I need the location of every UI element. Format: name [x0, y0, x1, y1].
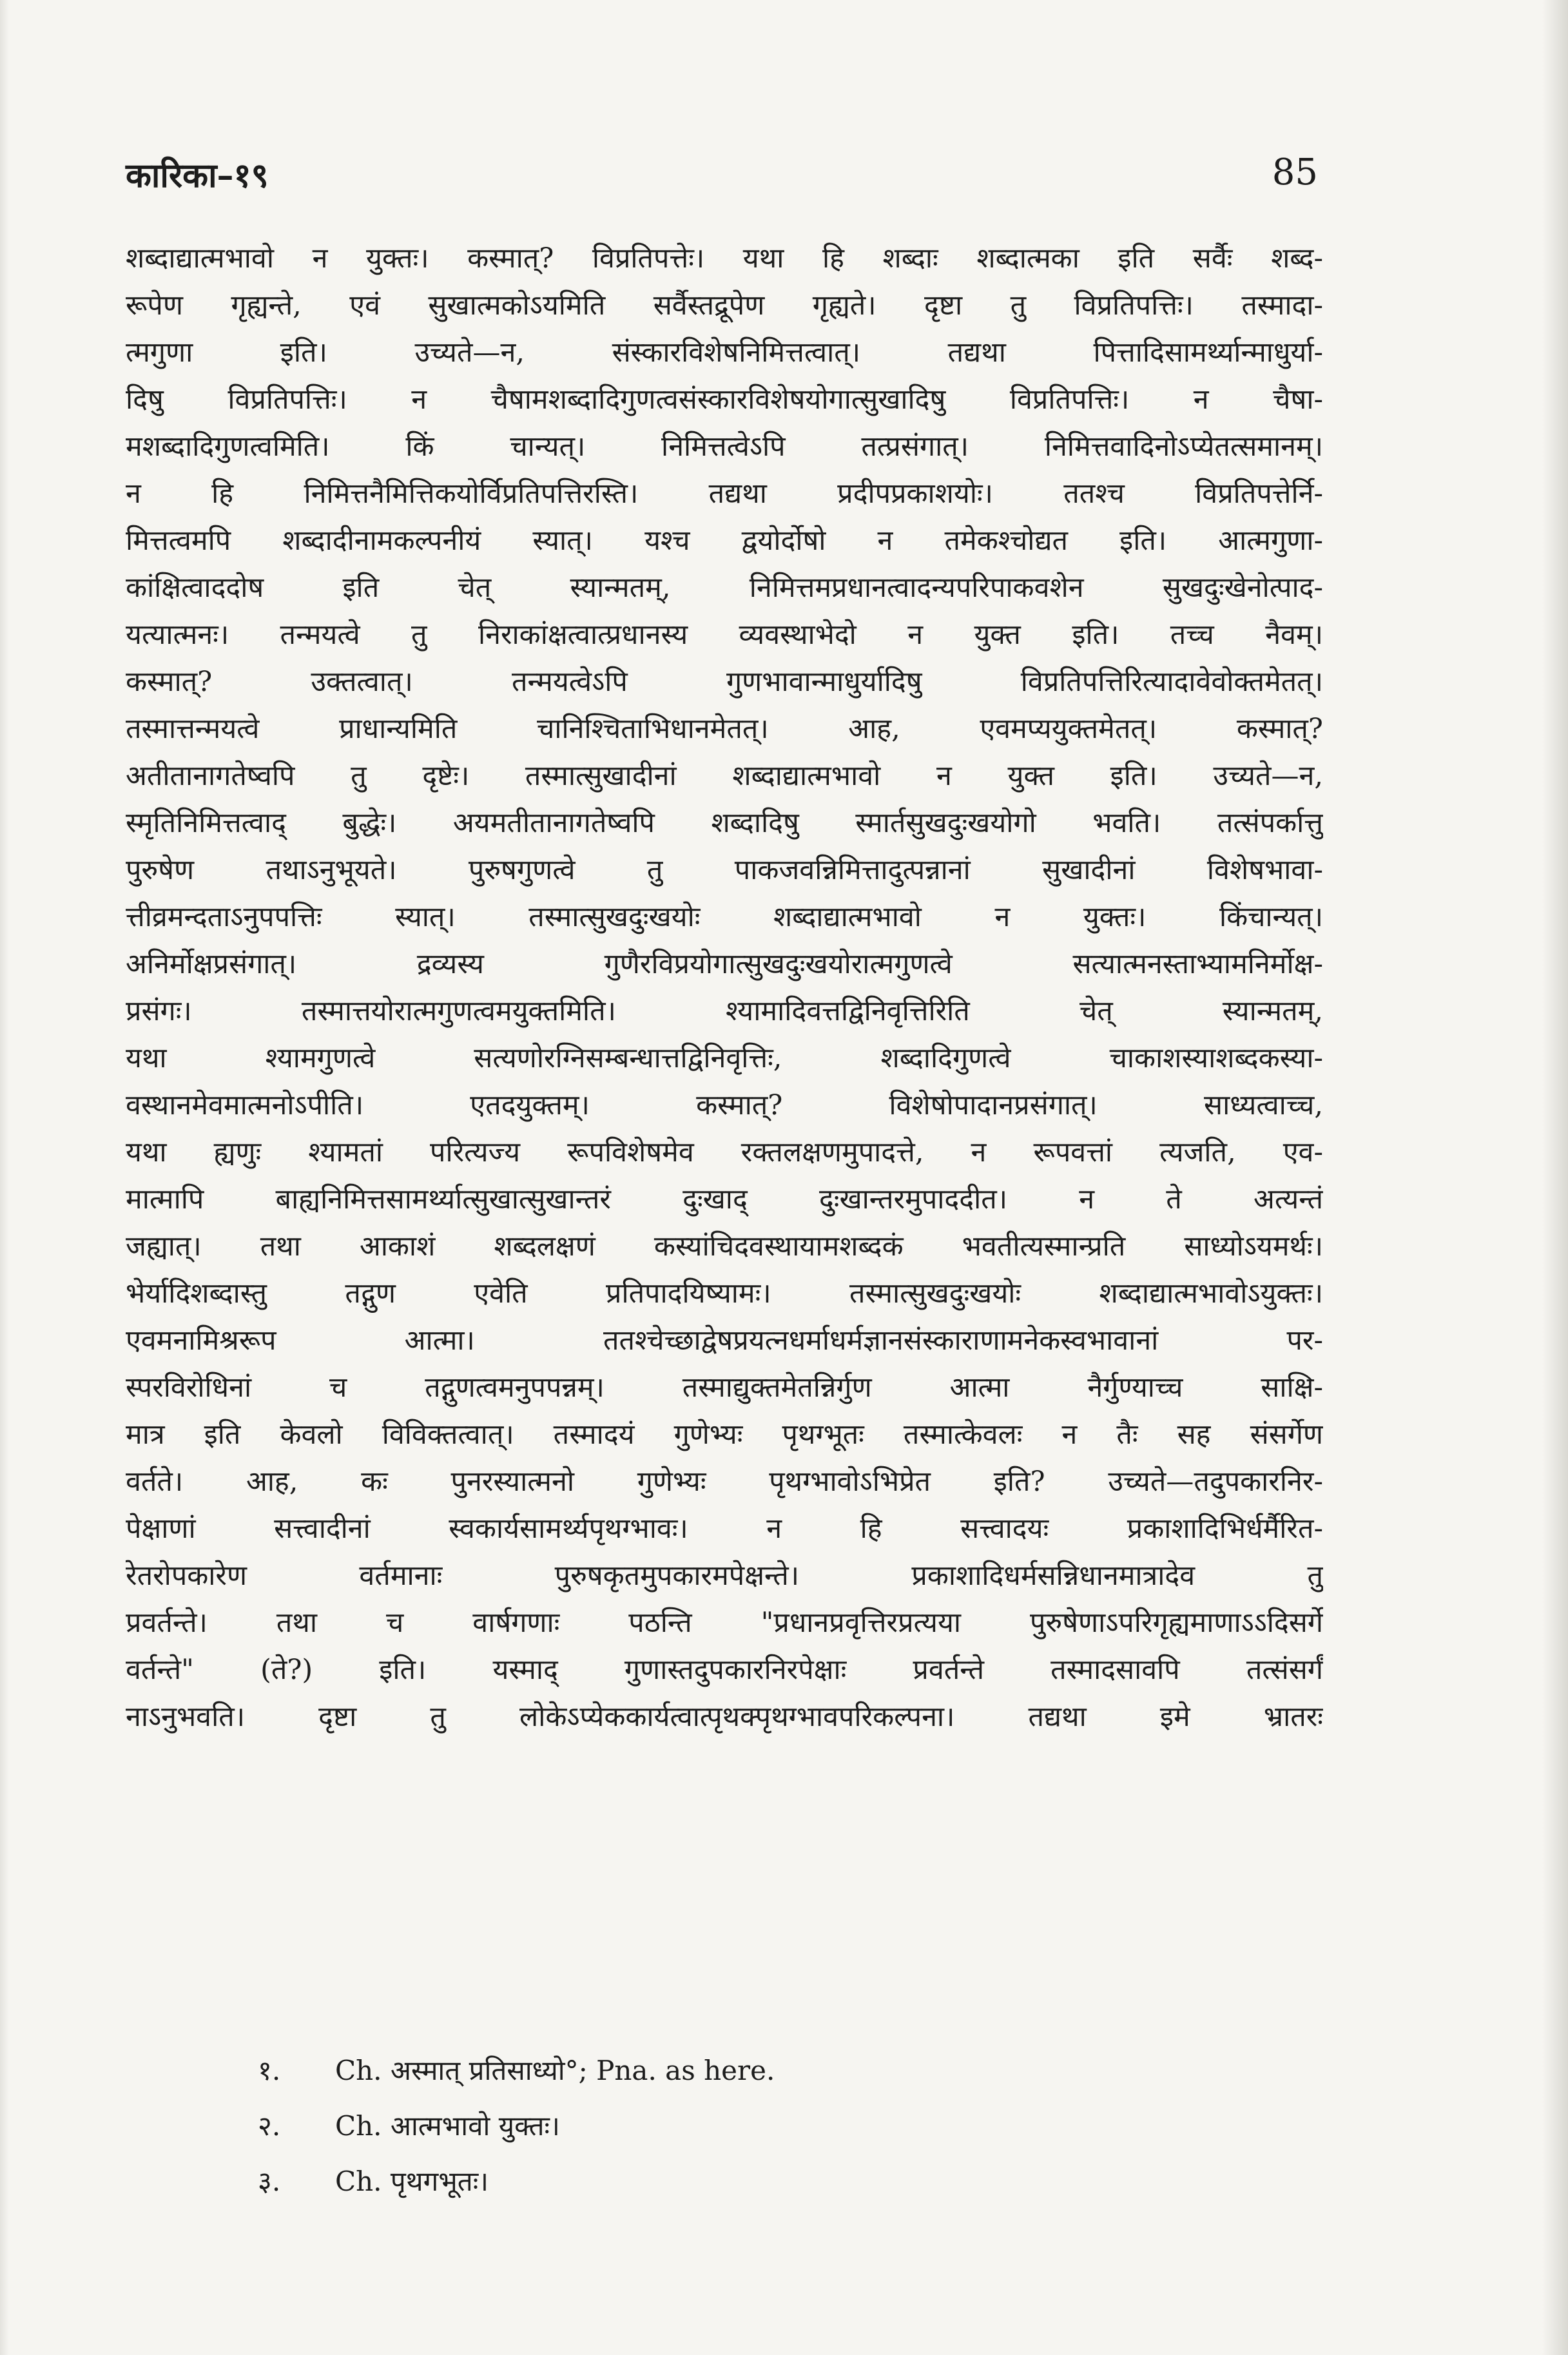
- text-line: वर्तते। आह, कः पुनरस्यात्मनो गुणेभ्यः पृथग्भावोऽभिप्रेत इति? उच्यते—तदुपकारनिर-: [126, 1466, 1323, 1498]
- text-line: अतीतानागतेष्वपि तु दृष्टेः। तस्मात्सुखादीनां शब्दाद्यात्मभावो न युक्त इति। उच्यते—न,: [126, 760, 1323, 792]
- text-line: यथा ह्यणुः श्यामतां परित्यज्य रूपविशेषमेव रक्तलक्षणमुपादत्ते, न रूपवत्तां त्यजति, एव-: [126, 1136, 1323, 1168]
- text-line: अनिर्मोक्षप्रसंगात्। द्रव्यस्य गुणैरविप्रयोगात्सुखदुःखयोरात्मगुणत्वे सत्यात्मनस्ताभ्यामनिर्मोक्ष-: [126, 948, 1323, 980]
- footnote-text: Ch. पृथगभूतः।: [335, 2166, 489, 2197]
- text-line: पुरुषेण तथाऽनुभूयते। पुरुषगुणत्वे तु पाकजवन्निमित्तादुत्पन्नानां सुखादीनां विशेषभावा-: [126, 854, 1323, 886]
- text-line: त्तीव्रमन्दताऽनुपपत्तिः स्यात्। तस्मात्सुखदुःखयोः शब्दाद्यात्मभावो न युक्तः। किंचान्यत्।: [126, 901, 1323, 933]
- text-line: स्परविरोधिनां च तद्गुणत्वमनुपपन्नम्। तस्माद्युक्तमेतन्निर्गुण आत्मा नैर्गुण्याच्च साक्षि-: [126, 1371, 1323, 1404]
- running-head: कारिका–१९: [126, 156, 269, 195]
- text-line: मशब्दादिगुणत्वमिति। किं चान्यत्। निमित्तत्वेऽपि तत्प्रसंगात्। निमित्तवादिनोऽप्येतत्समानम्।: [126, 431, 1323, 463]
- text-line: स्मृतिनिमित्तत्वाद् बुद्धेः। अयमतीतानागतेष्वपि शब्दादिषु स्मार्तसुखदुःखयोगो भवति। तत्संपर्कात्तु: [126, 807, 1323, 839]
- text-line: मात्र इति केवलो विविक्तत्वात्। तस्मादयं गुणेभ्यः पृथग्भूतः तस्मात्केवलः न तैः सह संसर्गेण: [126, 1419, 1323, 1451]
- text-line: रेतरोपकारेण वर्तमानाः पुरुषकृतमुपकारमपेक्षन्ते। प्रकाशादिधर्मसन्निधानमात्रादेव तु: [126, 1560, 1323, 1592]
- text-line: प्रसंगः। तस्मात्तयोरात्मगुणत्वमयुक्तमिति। श्यामादिवत्तद्विनिवृत्तिरिति चेत् स्यान्मतम्,: [126, 995, 1323, 1027]
- text-line: कस्मात्? उक्तत्वात्। तन्मयत्वेऽपि गुणभावान्माधुर्यादिषु विप्रतिपत्तिरित्यादावेवोक्तमेतत्।: [126, 666, 1323, 698]
- text-line: एवमनामिश्ररूप आत्मा। ततश्चेच्छाद्वेषप्रयत्नधर्माधर्मज्ञानसंस्काराणामनेकस्वभावानां पर-: [126, 1324, 1323, 1357]
- text-line: पेक्षाणां सत्त्वादीनां स्वकार्यसामर्थ्यपृथग्भावः। न हि सत्त्वादयः प्रकाशादिभिर्धर्मैरित-: [126, 1513, 1323, 1545]
- text-line: न हि निमित्तनैमित्तिकयोर्विप्रतिपत्तिरस्ति। तद्यथा प्रदीपप्रकाशयोः। ततश्च विप्रतिपत्तेर्नि-: [126, 478, 1323, 510]
- text-line: वस्थानमेवमात्मनोऽपीति। एतदयुक्तम्। कस्मात्? विशेषोपादानप्रसंगात्। साध्यत्वाच्च,: [126, 1089, 1323, 1121]
- footnote-number: १.: [258, 2055, 281, 2086]
- footnote-number: ३.: [258, 2166, 281, 2197]
- footnote-text: Ch. आत्मभावो युक्तः।: [335, 2110, 560, 2142]
- text-line: नाऽनुभवति। दृष्टा तु लोकेऽप्येककार्यत्वात्पृथक्पृथग्भावपरिकल्पना। तद्यथा इमे भ्रातरः: [126, 1701, 1323, 1733]
- text-line: भेर्यादिशब्दास्तु तद्गुण एवेति प्रतिपादयिष्यामः। तस्मात्सुखदुःखयोः शब्दाद्यात्मभावोऽयुक्तः।: [126, 1277, 1323, 1310]
- scan-edge-right: [1542, 0, 1568, 2355]
- text-line: जह्यात्। तथा आकाशं शब्दलक्षणं कस्यांचिदवस्थायामशब्दकं भवतीत्यस्मान्प्रति साध्योऽयमर्थः।: [126, 1230, 1323, 1263]
- text-line: दिषु विप्रतिपत्तिः। न चैषामशब्दादिगुणत्वसंस्कारविशेषयोगात्सुखादिषु विप्रतिपत्तिः। न चैषा-: [126, 383, 1323, 416]
- page-number: 85: [1272, 151, 1318, 193]
- footnote-number: २.: [258, 2110, 281, 2142]
- text-line: मित्तत्वमपि शब्दादीनामकल्पनीयं स्यात्। यश्च द्वयोर्दोषो न तमेकश्चोद्यत इति। आत्मगुणा-: [126, 525, 1323, 557]
- text-line: यथा श्यामगुणत्वे सत्यणोरग्निसम्बन्धात्तद्विनिवृत्तिः, शब्दादिगुणत्वे चाकाशस्याशब्दकस्या-: [126, 1042, 1323, 1074]
- footnote: [258, 2098, 1289, 2154]
- text-line: मात्मापि बाह्यनिमित्तसामर्थ्यात्सुखात्सुखान्तरं दुःखाद् दुःखान्तरमुपाददीत। न ते अत्यन्तं: [126, 1183, 1323, 1216]
- text-line: यत्यात्मनः। तन्मयत्वे तु निराकांक्षत्वात्प्रधानस्य व्यवस्थाभेदो न युक्त इति। तच्च नैवम्।: [126, 619, 1323, 651]
- scan-edge-left: [0, 0, 9, 2355]
- footnote-text: Ch. अस्मात् प्रतिसाध्यो°; Pna. as here.: [335, 2055, 775, 2086]
- page-header: [126, 151, 1318, 203]
- text-line: तस्मात्तन्मयत्वे प्राधान्यमिति चानिश्चिताभिधानमेतत्। आह, एवमप्ययुक्तमेतत्। कस्मात्?: [126, 713, 1323, 745]
- text-line: प्रवर्तन्ते। तथा च वार्षगणाः पठन्ति "प्रधानप्रवृत्तिरप्रत्यया पुरुषेणाऽपरिगृह्यमाणाऽऽदिसर्गे: [126, 1607, 1323, 1639]
- text-line: कांक्षित्वाददोष इति चेत् स्यान्मतम्, निमित्तमप्रधानत्वादन्यपरिपाकवशेन सुखदुःखेनोत्पाद-: [126, 572, 1323, 604]
- footnotes: [258, 2043, 1289, 2209]
- footnote: [258, 2154, 1289, 2209]
- text-line: रूपेण गृह्यन्ते, एवं सुखात्मकोऽयमिति सर्वैस्तद्रूपेण गृह्यते। दृष्टा तु विप्रतिपत्तिः। तस्मादा-: [126, 289, 1323, 322]
- main-text: [126, 235, 1323, 1741]
- text-line: शब्दाद्यात्मभावो न युक्तः। कस्मात्? विप्रतिपत्तेः। यथा हि शब्दाः शब्दात्मका इति सर्वैः शब्द-: [126, 242, 1323, 275]
- text-line: त्मगुणा इति। उच्यते—न, संस्कारविशेषनिमित्तत्वात्। तद्यथा पित्तादिसामर्थ्यान्माधुर्या-: [126, 336, 1323, 369]
- text-line: वर्तन्ते" (ते?) इति। यस्माद् गुणास्तदुपकारनिरपेक्षाः प्रवर्तन्ते तस्मादसावपि तत्संसर्गं: [126, 1654, 1323, 1686]
- footnote: [258, 2043, 1289, 2098]
